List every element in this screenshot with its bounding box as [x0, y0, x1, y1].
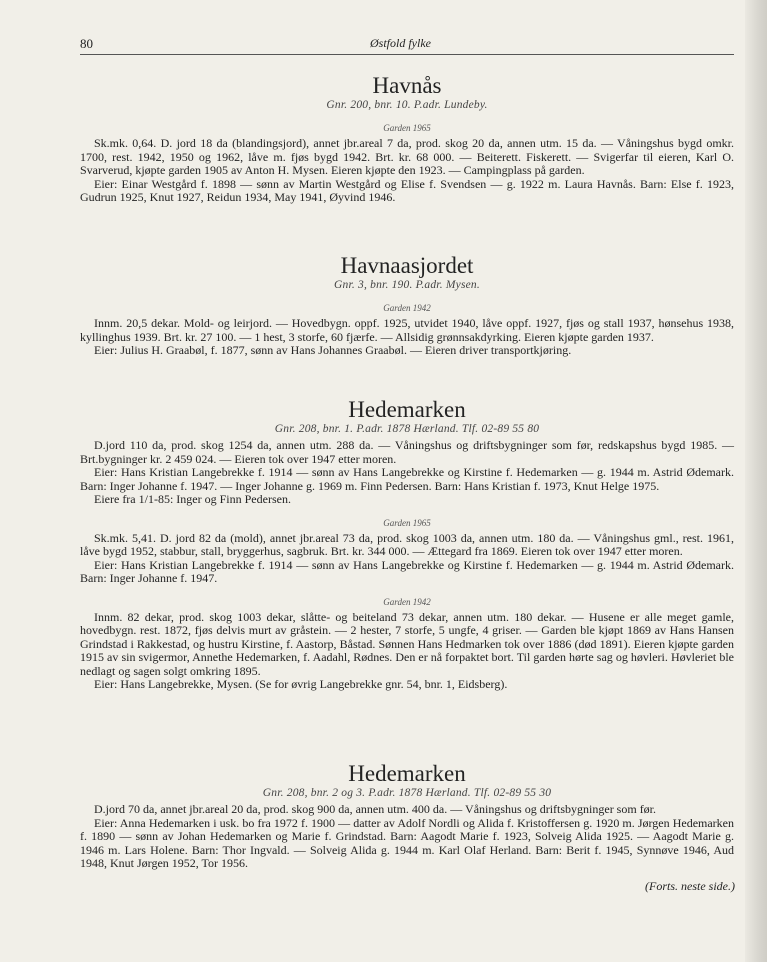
paragraph: D.jord 70 da, annet jbr.areal 20 da, prod. skog 900 da, annen utm. 400 da. — Våningshus og driftsbygninger som før.: [94, 802, 657, 816]
entry-meta: Gnr. 3, bnr. 190. P.adr. Mysen.: [334, 279, 480, 291]
paragraph: Eier: Hans Langebrekke, Mysen. (Se for øvrig Langebrekke gnr. 54, bnr. 1, Eidsberg).: [94, 677, 508, 691]
book-binding-shadow: [745, 0, 767, 962]
running-title: Østfold fylke: [370, 36, 431, 50]
entry-title: Havnaasjordet: [340, 253, 474, 278]
paragraph: Innm. 20,5 dekar. Mold- og leirjord. — Hovedbygn. oppf. 1925, utvidet 1940, låve oppf. 1927, fjøs og stall 1937, hønsehus 1938, kyllinghus 1939. Brt. kr. 27 100. — 1 hest, 3 storfe, 60 fjærfe. — Allsidig grønnsakdyrking. Eieren kjøpte garden 1937.: [80, 316, 734, 344]
paragraph: Eier: Einar Westgård f. 1898 — sønn av Martin Westgård og Elise f. Svendsen — g. 1922 m. Laura Havnås. Barn: Else f. 1923, Gudrun 1925, Knut 1927, Reidun 1934, May 1941, Øyvind 1946.: [80, 176, 734, 204]
entry-havnaasjordet: [80, 254, 734, 358]
page-number: 80: [80, 36, 93, 51]
entry-hedemarken-2: [80, 762, 734, 871]
paragraph: Sk.mk. 5,41. D. jord 82 da (mold), annet jbr.areal 73 da, prod. skog 1003 da, annen utm. 180 da. — Våningshus gml., rest. 1961, låve bygd 1952, stabbur, stall, bryggerhus, sagbruk. Brt. kr. 344 000. — Ættegard fra 1869. Eieren tok over 1947 etter moren.: [80, 530, 734, 558]
entry-title: Hedemarken: [348, 761, 466, 786]
section-year: Garden 1942: [383, 303, 431, 313]
section-year: Garden 1942: [383, 596, 431, 607]
entry-meta: Gnr. 200, bnr. 10. P.adr. Lundeby.: [326, 99, 488, 111]
paragraph: D.jord 110 da, prod. skog 1254 da, annen utm. 288 da. — Våningshus og driftsbygninger som før, redskapshus bygd 1985. — Brt.bygninger kr. 2 459 024. — Eieren tok over 1947 etter moren.: [80, 438, 734, 466]
paragraph: Eier: Anna Hedemarken i usk. bo fra 1972 f. 1900 — datter av Adolf Nordli og Alida f. Kristoffersen g. 1920 m. Jørgen Hedemarken f. 1890 — sønn av Johan Hedemarken og Marie f. Grindstad. Barn: Aagodt Marie f. 1923, Solveig Alida 1925. — Aagodt Marie g. 1946 m. Lars Holene. Barn: Thor Ingvald. — Solveig Alida g. 1944 m. Karl Olaf Herland. Barn: Berit f. 1945, Synnøve 1946, Aud 1948, Knut Jørgen 1952, Tor 1956.: [80, 815, 734, 870]
paragraph: Innm. 82 dekar, prod. skog 1003 dekar, slåtte- og beiteland 73 dekar, annen utm. 180 dekar. — Husene er alle meget gamle, hovedbygn. rest. 1872, fjøs delvis murt av gråstein. — 2 hester, 7 storfe, 5 ungfe, 4 griser. — Garden ble kjøpt 1869 av Hans Hansen Grindstad i Rakkestad, og hustru Kirstine, f. Aastorp, Båstad. Sønnen Hans Hedmarken tok over 1886 (død 1891). Eieren kjøpte garden 1915 av sin svigermor, Annethe Hedemarken, f. Aadahl, Rødnes. Den er nå forpaktet bort. Til garden hørte sag og høvleri. Høvleriet ble nedlagt og sagen solgt omkring 1895.: [80, 609, 734, 678]
entry-meta: Gnr. 208, bnr. 1. P.adr. 1878 Hærland. Tlf. 02-89 55 80: [274, 423, 540, 435]
paragraph: Eier: Hans Kristian Langebrekke f. 1914 — sønn av Hans Langebrekke og Kirstine f. Hedemarken — g. 1944 m. Astrid Ødemark. Barn: Inger Johanne f. 1947.: [80, 557, 734, 585]
running-head: [80, 36, 737, 56]
paragraph: Eier: Julius H. Graabøl, f. 1877, sønn av Hans Johannes Graabøl. — Eieren driver transportkjøring.: [94, 343, 572, 357]
entry-havnas: [80, 74, 734, 205]
header-rule: [80, 54, 734, 55]
entry-meta: Gnr. 208, bnr. 2 og 3. P.adr. 1878 Hærland. Tlf. 02-89 55 30: [262, 787, 552, 799]
paragraph: Eiere fra 1/1-85: Inger og Finn Pedersen.: [94, 492, 291, 506]
section-year: Garden 1965: [383, 123, 431, 133]
section-year: Garden 1965: [383, 517, 431, 528]
entry-title: Hedemarken: [348, 397, 466, 422]
paragraph: Eier: Hans Kristian Langebrekke f. 1914 — sønn av Hans Langebrekke og Kirstine f. Hedemarken — g. 1944 m. Astrid Ødemark. Barn: Inger Johanne f. 1947. — Inger Johanne g. 1969 m. Finn Pedersen. Barn: Hans Kristian f. 1973, Knut Helge 1975.: [80, 465, 734, 493]
entry-hedemarken-1: [80, 398, 734, 692]
paragraph: Sk.mk. 0,64. D. jord 18 da (blandingsjord), annet jbr.areal 7 da, prod. skog 20 da, annen utm. 15 da. — Våningshus bygd omkr. 1700, rest. 1942, 1950 og 1962, låve m. fjøs bygd 1942. Brt. kr. 68 000. — Beiterett. Fiskerett. — Svigerfar til eieren, Karl O. Svarverud, kjøpte garden 1905 av Anton H. Mysen. Eieren kjøpte den 1923. — Campingplass på garden.: [80, 136, 734, 177]
continued-note: (Forts. neste side.): [645, 879, 735, 893]
entry-title: Havnås: [372, 73, 442, 98]
